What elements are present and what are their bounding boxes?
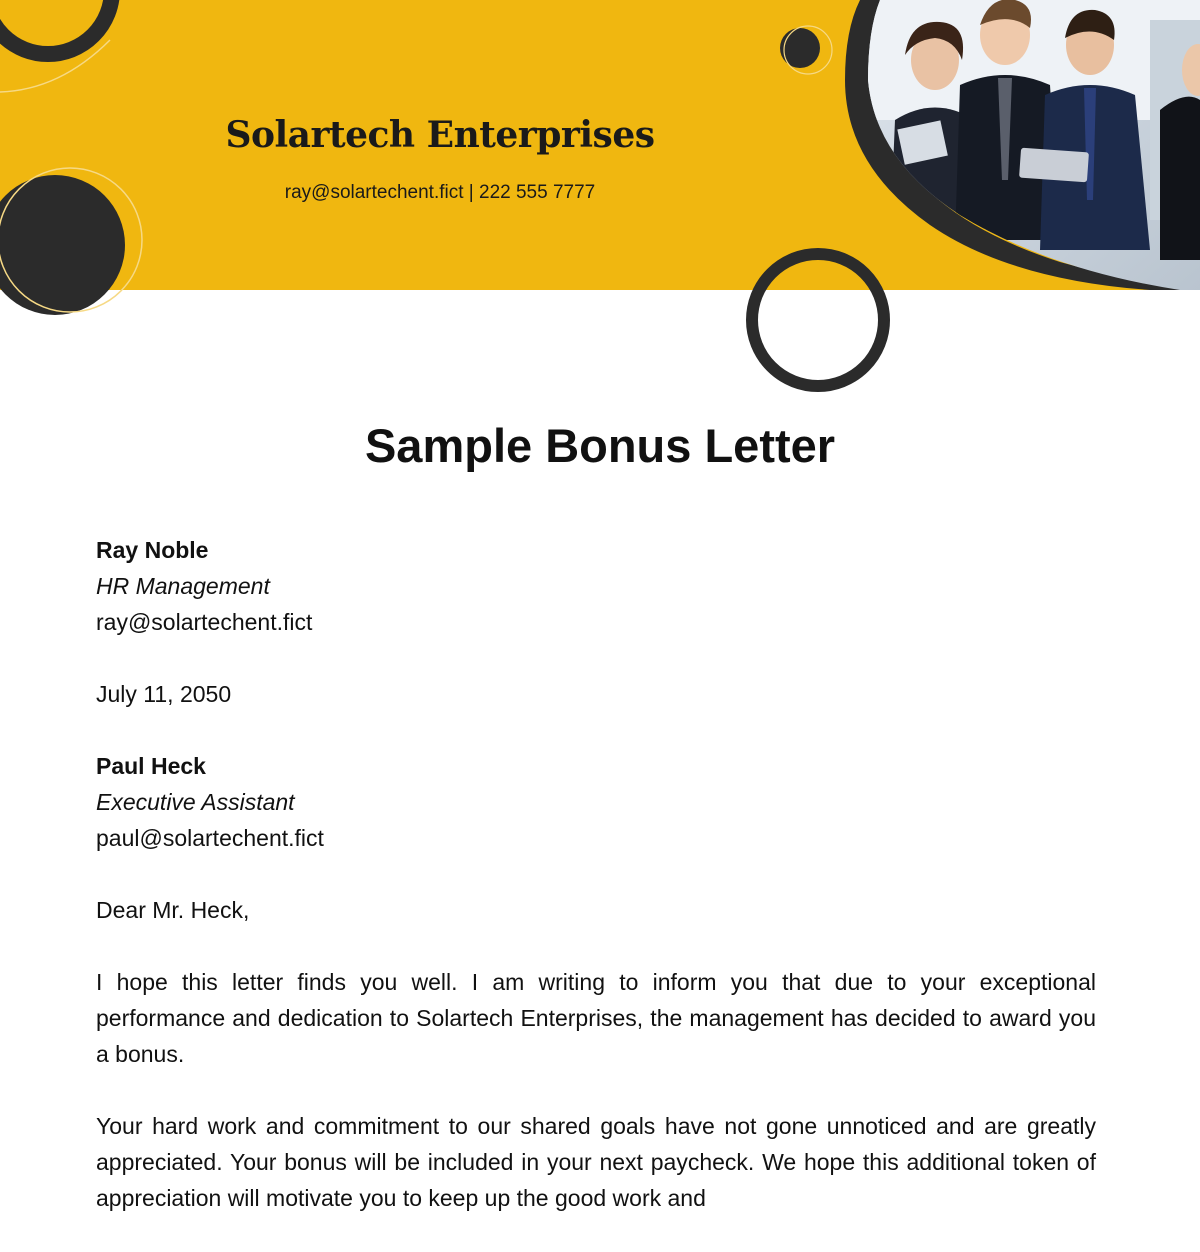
sender-email: ray@solartechent.fict [96, 609, 313, 635]
letter-body [96, 532, 1096, 1252]
salutation: Dear Mr. Heck, [96, 897, 250, 923]
company-contact-line: ray@solartechent.fict | 222 555 7777 [284, 182, 596, 203]
team-photo [860, 0, 1200, 290]
body-paragraph-2: Your hard work and commitment to our shared goals have not gone unnoticed and are greatly appreciated. Your bonus will be included in your next paycheck. We hope this additional token of appreciation will motivate you to keep up the good work and [96, 1113, 1096, 1211]
recipient-block [96, 748, 1096, 856]
body-paragraph-1: I hope this letter finds you well. I am writing to inform you that due to your exceptional performance and dedication to Solartech Enterprises, the management has decided to award you a bonus. [96, 969, 1096, 1067]
letterhead-banner [0, 0, 1200, 290]
company-name: Solartech Enterprises [225, 114, 655, 156]
letter-date: July 11, 2050 [96, 681, 232, 707]
document-title: Sample Bonus Letter [364, 419, 836, 472]
recipient-name: Paul Heck [96, 753, 206, 779]
ring-bottom-center [752, 254, 884, 386]
sender-block [96, 532, 1096, 640]
circle-bottom-left [0, 175, 125, 315]
sender-position: HR Management [96, 573, 270, 599]
recipient-email: paul@solartechent.fict [96, 825, 324, 851]
ring-top-left [0, 0, 112, 54]
sender-name: Ray Noble [96, 537, 209, 563]
dot-top [780, 28, 820, 68]
recipient-position: Executive Assistant [96, 789, 295, 815]
